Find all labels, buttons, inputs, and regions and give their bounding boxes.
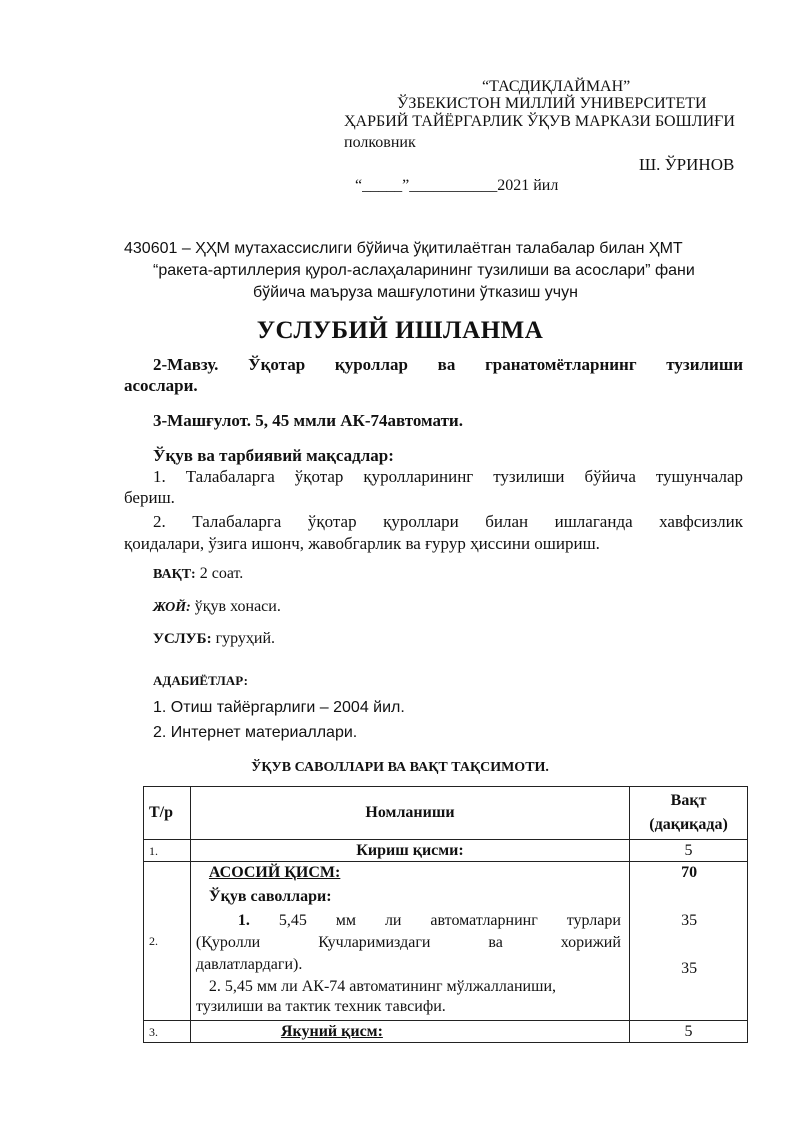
intro-line-2: “ракета-артиллерия қурол-аслаҳаларининг тузилиши ва асослари” фани — [153, 262, 695, 279]
question-2-line-1: 2. 5,45 мм ли АК-74 автоматининг мўлжалланиши, — [208, 978, 556, 995]
row-name: Кириш қисми: — [190, 840, 629, 862]
header-cell-time: Вақт (дақиқада) — [630, 787, 748, 840]
place-value: ўқув хонаси. — [190, 598, 281, 615]
approval-date-line: “_____”___________2021 йил — [355, 177, 559, 194]
question-2-line-2: тузилиши ва тактик техник тавсифи. — [195, 998, 446, 1015]
approval-university: ЎЗБЕКИСТОН МИЛЛИЙ УНИВЕРСИТЕТИ — [397, 95, 707, 112]
main-part-heading: АСОСИЙ ҚИСМ: — [208, 864, 341, 881]
place-label: ЖОЙ: — [153, 600, 191, 615]
table-row — [144, 1021, 748, 1043]
intro-line-1: 430601 – ҲҲМ мутахассислиги бўйича ўқитилаётган талабалар билан ҲМТ — [124, 240, 683, 257]
goals-heading: Ўқув ва тарбиявий мақсадлар: — [153, 446, 394, 465]
goal-1-line-1: 1. Талабаларга ўқотар қуролларининг тузилиши бўйича тушунчалар — [153, 467, 743, 486]
header-cell-num: Т/р — [144, 787, 191, 840]
literature-item: 2. Интернет материаллари. — [153, 724, 358, 741]
literature-item: 1. Отиш тайёргарлиги – 2004 йил. — [153, 699, 405, 716]
row-time: 5 — [630, 840, 748, 862]
row-num: 3. — [144, 1021, 191, 1043]
question-1-time: 35 — [681, 912, 698, 929]
goal-2-line-1: 2. Талабаларга ўқотар қуроллари билан ишлаганда хавфсизлик — [153, 512, 743, 531]
table-header-row — [144, 787, 748, 840]
row-num: 2. — [144, 862, 191, 1021]
question-1-line-3: давлатлардаги). — [195, 956, 303, 973]
method-value: гуруҳий. — [211, 630, 276, 647]
approval-heading: “ТАСДИҚЛАЙМАН” — [482, 78, 631, 95]
topic-line-2: асослари. — [124, 376, 198, 395]
method-label: УСЛУБ: — [153, 631, 212, 647]
topic-line-1: 2-Мавзу. Ўқотар қуроллар ва гранатомётларнинг тузилиши — [153, 355, 743, 374]
row-time — [630, 862, 748, 1021]
literature-heading: АДАБИЁТЛАР: — [153, 673, 248, 688]
schedule-heading: ЎҚУВ САВОЛЛАРИ ВА ВАҚТ ТАҚСИМОТИ. — [251, 760, 549, 775]
row-name — [190, 862, 629, 1021]
row-num: 1. — [144, 840, 191, 862]
method-row — [153, 630, 275, 648]
time-label: ВАҚТ: — [153, 567, 196, 582]
lesson-title: 3-Машғулот. 5, 45 ммли АК-74автомати. — [153, 411, 463, 430]
time-row — [153, 565, 243, 583]
header-cell-name: Номланиши — [190, 787, 629, 840]
approval-center-head: ҲАРБИЙ ТАЙЁРГАРЛИК ЎҚУВ МАРКАЗИ БОШЛИҒИ — [344, 113, 735, 130]
table-row — [144, 840, 748, 862]
question-1-line-2: (Қуролли Кучларимиздаги ва хорижий — [195, 934, 621, 951]
time-value: 2 соат. — [195, 565, 244, 582]
main-part-time: 70 — [681, 864, 698, 881]
approval-rank: полковник — [344, 134, 416, 151]
page-title: УСЛУБИЙ ИШЛАНМА — [256, 317, 544, 344]
question-2-time: 35 — [681, 960, 698, 977]
approval-signer: Ш. ЎРИНОВ — [639, 155, 735, 174]
row-time: 5 — [630, 1021, 748, 1043]
questions-subheading: Ўқув саволлари: — [208, 888, 332, 905]
goal-2-line-2: қоидалари, ўзига ишонч, жавобгарлик ва ғурур ҳиссини ошириш. — [124, 534, 600, 553]
schedule-table — [143, 786, 748, 1043]
place-row — [153, 598, 281, 616]
goal-1-line-2: бериш. — [124, 488, 175, 507]
intro-line-3: бўйича маъруза машғулотини ўтказиш учун — [253, 284, 578, 301]
row-name: Якуний қисм: — [190, 1021, 629, 1043]
table-row — [144, 862, 748, 1021]
question-1-line-1: 1. 5,45 мм ли автоматларнинг турлари — [237, 912, 621, 929]
